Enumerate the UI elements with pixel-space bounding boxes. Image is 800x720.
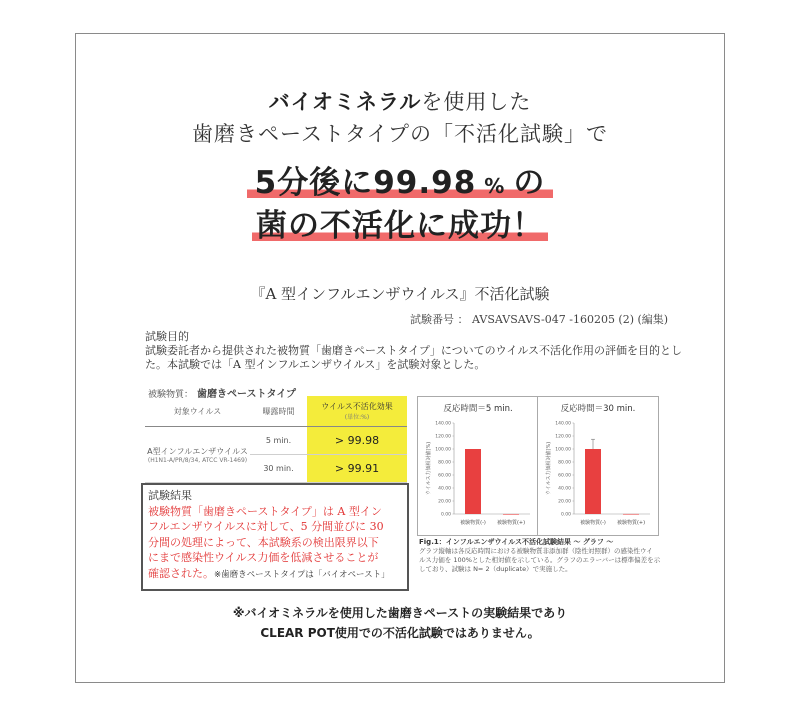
result-table: 対象ウイルス 曝露時間 ウイルス不活化効果 (単位:%) A型インフルエンザウイルス (H1N1-A/PR/8/34, ATCC VR-1469) 5 min. > 99.98 30 min. > 99.91: [145, 396, 407, 483]
table-virus-cell: A型インフルエンザウイルス (H1N1-A/PR/8/34, ATCC VR-1469): [145, 427, 250, 483]
x-tick-label: 被験物質(-): [460, 520, 486, 526]
x-tick-label: 被験物質(-): [580, 520, 606, 526]
y-tick-label: 80.00: [558, 460, 571, 466]
chart-plot: [538, 397, 658, 535]
bar: [503, 514, 519, 515]
y-tick-label: 60.00: [558, 473, 571, 479]
x-tick-label: 被験物質(+): [496, 520, 526, 526]
bar-chart-30min: [537, 396, 659, 536]
table-row-value: > 99.91: [307, 455, 407, 483]
test-material: 被験物質： 歯磨きペーストタイプ: [148, 389, 297, 400]
y-tick-label: 80.00: [438, 460, 451, 466]
y-tick-label: 120.00: [555, 434, 571, 440]
headline-line1: バイオミネラルを使用した: [268, 90, 532, 114]
y-axis-label: ウイルス力価相対値(%): [546, 441, 552, 496]
y-tick-label: 60.00: [438, 473, 451, 479]
y-tick-label: 120.00: [435, 434, 451, 440]
bar-chart-5min: [417, 396, 539, 536]
y-tick-label: 140.00: [555, 421, 571, 427]
y-tick-label: 40.00: [438, 486, 451, 492]
y-tick-label: 0.00: [440, 512, 451, 518]
bar: [585, 449, 601, 514]
y-tick-label: 40.00: [558, 486, 571, 492]
table-row-value: > 99.98: [307, 427, 407, 455]
table-row-time: 30 min.: [250, 455, 307, 483]
table-row-time: 5 min.: [250, 427, 307, 455]
bar: [623, 514, 639, 515]
chart-title: 反応時間＝5 min.: [443, 404, 513, 414]
chart-plot: [418, 397, 538, 535]
y-tick-label: 0.00: [560, 512, 571, 518]
y-tick-label: 140.00: [435, 421, 451, 427]
chart-title: 反応時間＝30 min.: [560, 404, 636, 414]
document-title: 『A 型インフルエンザウイルス』不活化試験: [250, 285, 550, 303]
footnote-line1: ※バイオミネラルを使用した歯磨きペーストの実験結果であり: [232, 606, 568, 620]
y-tick-label: 100.00: [435, 447, 451, 453]
bar: [465, 449, 481, 514]
test-number: 試験番号 ： AVSAVSAVS-047 -160205 (2) (編集): [410, 313, 669, 326]
x-tick-label: 被験物質(+): [616, 520, 646, 526]
test-result-box: 試験結果 被験物質「歯磨きペーストタイプ」は A 型イン フルエンザウイルスに対して、5 分間並びに 30 分間の処理によって、本試験系の検出限界以下 にまで感染性ウイルス力価を低減させることが 確認された。※歯磨きペーストタイプは「バイオペースト」: [141, 483, 409, 591]
headline-highlight-1: 5分後に99.98 % の: [0, 157, 800, 202]
footnote-line2: CLEAR POT使用での不活化試験ではありません。: [260, 626, 540, 640]
figure-caption: Fig.1：インフルエンザウイルス不活化試験結果 ～ グラフ ～ グラフ縦軸は各反応時間における被験物質非添加群（陰性対照群）の感染性ウイ ルス力価を 100%とした相対値を示している。グラフのエラーバーは標準偏差を示 しており、試験は N= 2（duplicate）で実施した。: [419, 538, 661, 573]
y-axis-label: ウイルス力価相対値(%): [426, 441, 432, 496]
headline-line2: 歯磨きペーストタイプの「不活化試験」で: [192, 122, 608, 146]
y-tick-label: 20.00: [438, 499, 451, 505]
y-tick-label: 20.00: [558, 499, 571, 505]
test-purpose: 試験目的 試験委託者から提供された被物質「歯磨きペーストタイプ」についてのウイルス不活化作用の評価を目的とし た。本試験では「A 型インフルエンザウイルス」を試験対象とした。: [145, 330, 683, 371]
headline-highlight-2: 菌の不活化に成功！: [0, 200, 800, 245]
y-tick-label: 100.00: [555, 447, 571, 453]
